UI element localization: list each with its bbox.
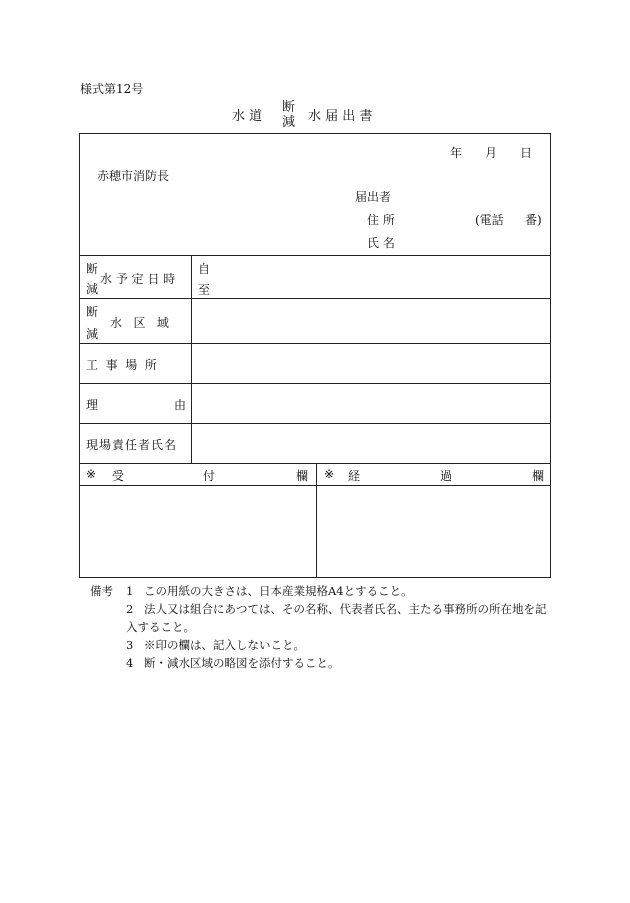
progress-mark: ※ bbox=[324, 467, 335, 481]
form-number: 様式第12号 bbox=[80, 82, 144, 96]
title-stack-top: 断 bbox=[282, 100, 296, 115]
note-num: 1 bbox=[126, 584, 134, 598]
area-stack-bottom: 減 bbox=[86, 327, 99, 341]
reason-label-right: 由 bbox=[174, 398, 187, 412]
area-label: 水 区 域 bbox=[110, 316, 169, 330]
phone-suffix: 番) bbox=[525, 213, 542, 227]
progress-c2: 過 bbox=[440, 469, 453, 483]
schedule-to: 至 bbox=[198, 283, 211, 297]
schedule-from: 自 bbox=[198, 262, 211, 276]
schedule-label: 水 予 定 日 時 bbox=[100, 272, 176, 286]
area-stack-top: 断 bbox=[86, 305, 99, 319]
note-text: この用紙の大きさは、日本産業規格A4とすること。 bbox=[144, 584, 413, 598]
rule-after-supervisor bbox=[80, 463, 550, 464]
note-num: 3 bbox=[126, 638, 134, 652]
date-year: 年 bbox=[450, 146, 463, 160]
notes-block bbox=[90, 582, 547, 672]
address-label: 住 所 bbox=[367, 213, 395, 227]
progress-c3: 欄 bbox=[532, 469, 545, 483]
progress-c1: 経 bbox=[348, 469, 361, 483]
column-divider bbox=[316, 463, 317, 577]
rule-after-header bbox=[80, 255, 550, 256]
note-text: ※印の欄は、記入しないこと。 bbox=[144, 638, 305, 652]
name-label: 氏 名 bbox=[367, 236, 395, 250]
rule-after-site bbox=[80, 383, 550, 384]
notes-heading: 備考 bbox=[90, 584, 113, 598]
reception-c1: 受 bbox=[112, 469, 125, 483]
note-text: 断・減水区域の略図を添付すること。 bbox=[144, 656, 340, 670]
note-num: 2 bbox=[126, 602, 134, 616]
note-text: 法人又は組合にあつては、その名称、代表者氏名、主たる事務所の所在地を記 bbox=[144, 602, 547, 616]
label-divider bbox=[191, 255, 192, 463]
schedule-stack-bottom: 減 bbox=[86, 282, 99, 296]
reason-label-left: 理 bbox=[86, 398, 99, 412]
schedule-stack-top: 断 bbox=[86, 262, 99, 276]
date-day: 日 bbox=[520, 146, 533, 160]
reception-c3: 欄 bbox=[296, 469, 309, 483]
addressee: 赤穂市消防長 bbox=[97, 169, 170, 183]
notifier-label: 届出者 bbox=[355, 190, 392, 204]
reception-mark: ※ bbox=[86, 467, 97, 481]
document-title bbox=[232, 96, 412, 130]
note-continuation: 入すること。 bbox=[126, 620, 195, 634]
note-num: 4 bbox=[126, 656, 134, 670]
rule-after-area bbox=[80, 343, 550, 344]
rule-after-schedule bbox=[80, 298, 550, 299]
date-month: 月 bbox=[485, 146, 498, 160]
rule-after-column-headers bbox=[80, 485, 550, 486]
supervisor-label: 現場責任者氏名 bbox=[86, 438, 178, 452]
phone-label: (電話 bbox=[475, 213, 504, 227]
site-label: 工 事 場 所 bbox=[86, 358, 157, 372]
title-part1: 水 道 bbox=[232, 109, 263, 124]
title-part2: 水 届 出 書 bbox=[308, 109, 373, 124]
reception-c2: 付 bbox=[203, 469, 216, 483]
rule-after-reason bbox=[80, 423, 550, 424]
form-frame bbox=[79, 133, 551, 578]
title-stack-bottom: 減 bbox=[282, 115, 296, 130]
